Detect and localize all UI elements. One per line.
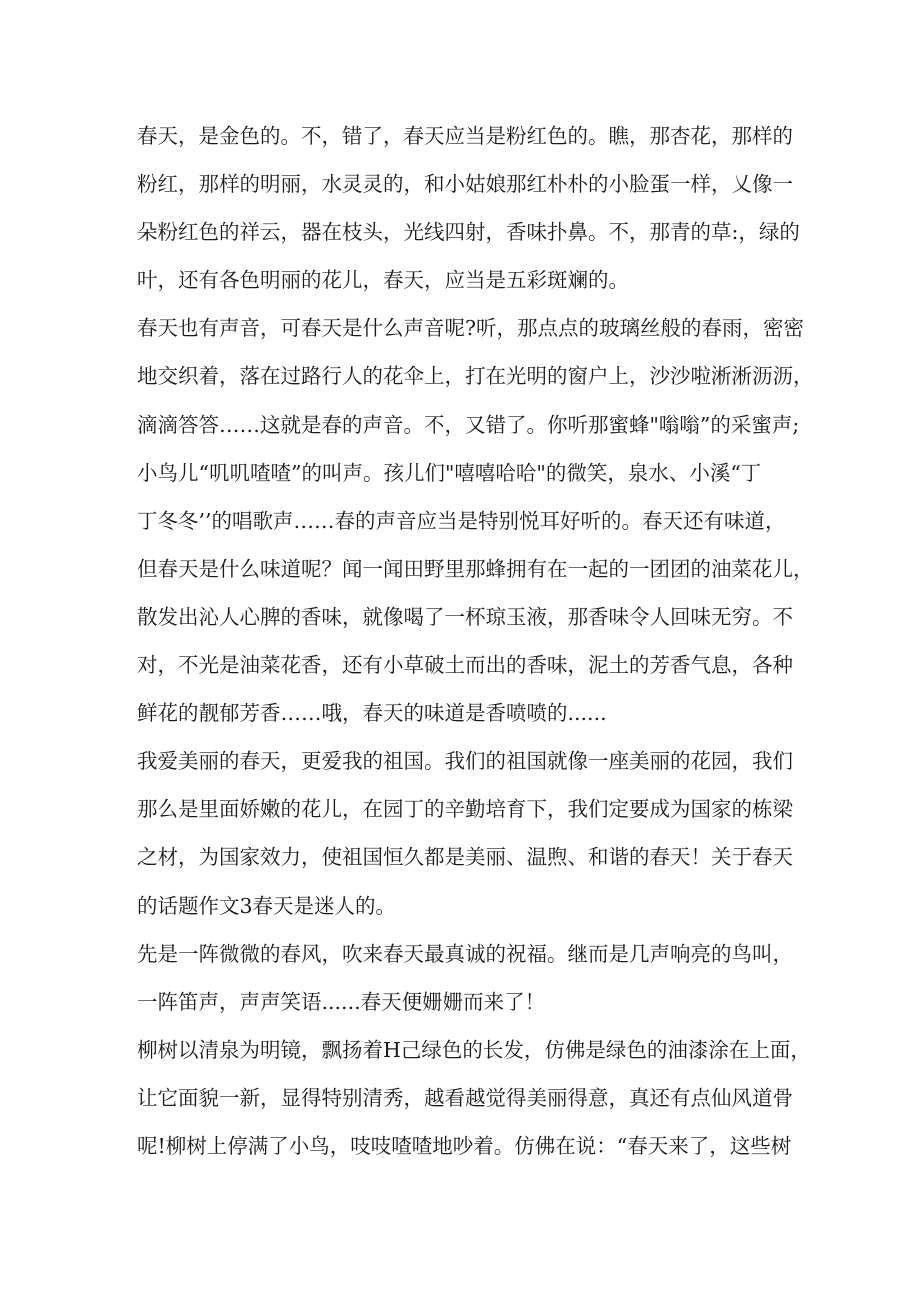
text-line: 让它面貌一新，显得特别清秀，越看越觉得美丽得意，真还有点仙风道骨 [137, 1085, 793, 1110]
text-line: 那么是里面娇嫩的花儿，在园丁的辛勤培育下，我们定要成为国家的栋梁 [137, 797, 793, 822]
text-line: 地交织着，落在过路行人的花伞上，打在光明的窗户上，沙沙啦淅淅沥沥， [137, 364, 814, 389]
text-line: 先是一阵微微的春风，吹来春天最真诚的祝福。继而是几声响亮的鸟叫， [137, 941, 793, 966]
text-line: 的话题作文3春天是迷人的。 [137, 893, 397, 918]
text-line: 滴滴答答……这就是春的声音。不，又错了。你听那蜜蜂"嗡嗡”的采蜜声; [137, 412, 800, 437]
text-line: 对，不光是油菜花香，还有小草破土而出的香味，泥土的芳香气息，各种 [137, 653, 793, 678]
text-line: 柳树以清泉为明镜，飘扬着H己绿色的长发，仿佛是绿色的油漆涂在上面， [137, 1037, 811, 1062]
text-line: 朵粉红色的祥云，器在枝头，光线四射，香味扑鼻。不，那青的草:，绿的 [137, 220, 800, 245]
text-line: 春天也有声音，可春天是什么声音呢?听，那点点的玻璃丝般的春雨，密密 [137, 316, 804, 341]
text-line: 小鸟儿“叽叽喳喳”的叫声。孩儿们"嘻嘻哈哈"的微笑，泉水、小溪“丁 [137, 460, 762, 485]
text-line: 我爱美丽的春天，更爱我的祖国。我们的祖国就像一座美丽的花园，我们 [137, 749, 793, 774]
text-line: 春天，是金色的。不，错了，春天应当是粉红色的。瞧，那杏花，那样的 [137, 124, 793, 148]
body-text [137, 112, 814, 1170]
text-line: 丁冬冬’’的唱歌声……春的声音应当是特别悦耳好听的。春天还有味道， [137, 508, 786, 533]
text-line: 之材，为国家效力，使祖国恒久都是美丽、温煦、和谐的春天！关于春天 [137, 845, 793, 870]
text-line: 叶，还有各色明丽的花儿，春天，应当是五彩斑斓的。 [137, 268, 629, 293]
text-line: 鲜花的靓郁芳香……哦，春天的味道是香喷喷的...... [137, 701, 607, 726]
text-line: 但春天是什么味道呢？闻一闻田野里那蜂拥有在一起的一团团的油菜花儿， [137, 556, 814, 581]
text-line: 散发出沁人心脾的香味，就像喝了一杯琼玉液，那香味令人回味无穷。不 [137, 604, 793, 629]
text-line: 一阵笛声，声声笑语......春天便姗姗而来了！ [137, 989, 546, 1014]
text-line: 呢!柳树上停满了小鸟，吱吱喳喳地吵着。仿佛在说：“春天来了，这些树 [137, 1133, 792, 1158]
text-line: 粉红，那样的明丽，水灵灵的，和小姑娘那红朴朴的小脸蛋一样，乂像一 [137, 172, 793, 197]
